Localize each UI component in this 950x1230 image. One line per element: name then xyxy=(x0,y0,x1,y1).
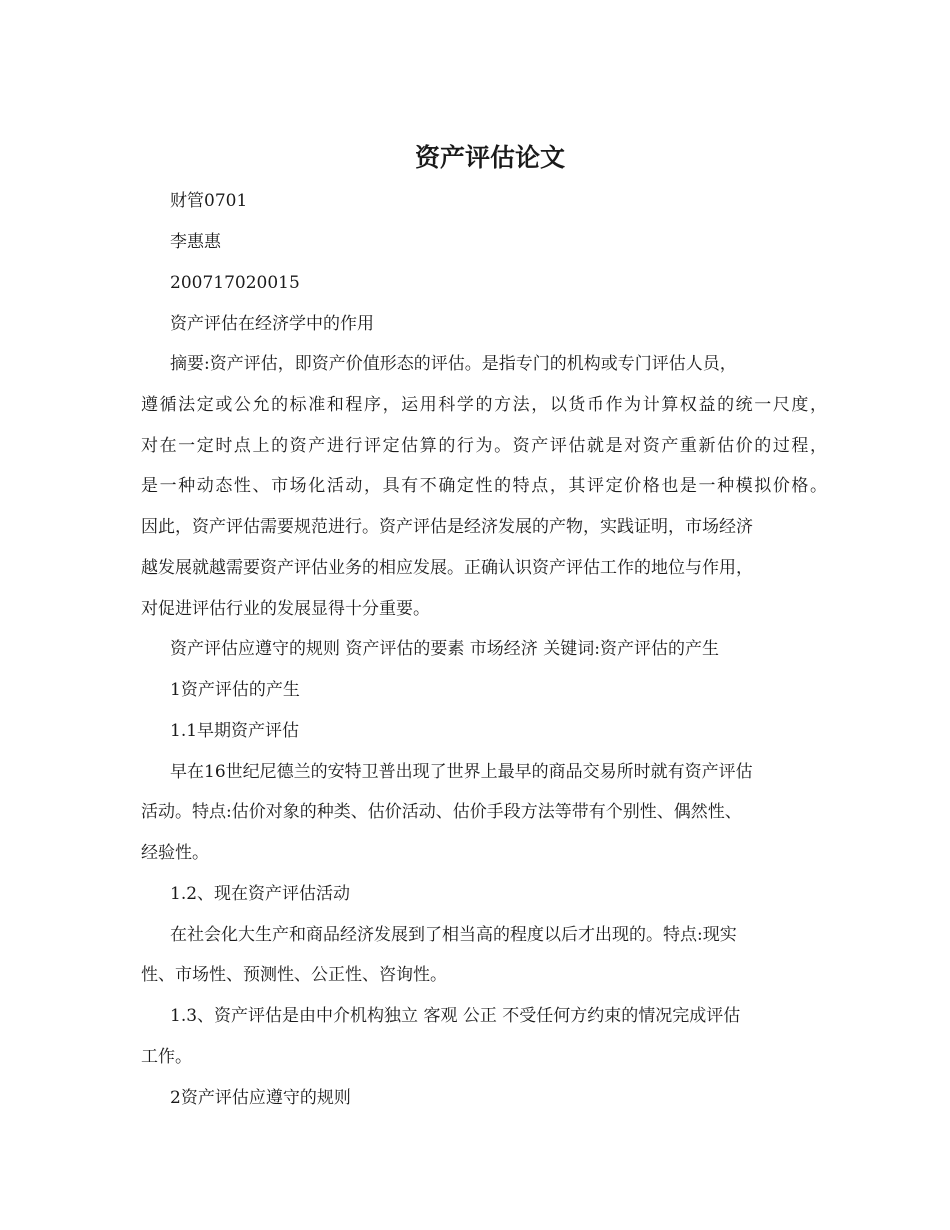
abstract-line: 因此，资产评估需要规范进行。资产评估是经济发展的产物，实践证明，市场经济 xyxy=(141,517,753,537)
body-line: 性、市场性、预测性、公正性、咨询性。 xyxy=(141,965,447,985)
author-name: 李惠惠 xyxy=(170,232,221,252)
abstract-line: 摘要:资产评估，即资产价值形态的评估。是指专门的机构或专门评估人员， xyxy=(170,354,737,374)
body-line: 1.3、资产评估是由中介机构独立 客观 公正 不受任何方约束的情况完成评估 xyxy=(170,1006,741,1026)
body-line: 早在16世纪尼德兰的安特卫普出现了世界上最早的商品交易所时就有资产评估 xyxy=(170,762,753,782)
abstract-line: 对促进评估行业的发展显得十分重要。 xyxy=(141,599,430,619)
abstract-line: 对在一定时点上的资产进行评定估算的行为。资产评估就是对资产重新估价的过程， xyxy=(141,436,827,456)
subsection-heading: 1.2、现在资产评估活动 xyxy=(170,884,351,904)
body-line: 在社会化大生产和商品经济发展到了相当高的程度以后才出现的。特点:现实 xyxy=(170,925,737,945)
abstract-line: 是一种动态性、市场化活动，具有不确定性的特点，其评定价格也是一种模拟价格。 xyxy=(141,476,827,496)
section-heading: 1资产评估的产生 xyxy=(170,680,300,700)
paper-subtitle: 资产评估在经济学中的作用 xyxy=(170,314,374,334)
abstract-line: 遵循法定或公允的标准和程序，运用科学的方法，以货币作为计算权益的统一尺度， xyxy=(141,395,827,415)
class-name: 财管0701 xyxy=(170,191,248,211)
body-line: 工作。 xyxy=(141,1047,192,1067)
abstract-line: 越发展就越需要资产评估业务的相应发展。正确认识资产评估工作的地位与作用， xyxy=(141,558,753,578)
body-line: 经验性。 xyxy=(141,843,209,863)
student-id: 200717020015 xyxy=(170,273,300,293)
subsection-heading: 1.1早期资产评估 xyxy=(170,721,300,741)
document-title: 资产评估论文 xyxy=(414,143,565,172)
body-line: 活动。特点:估价对象的种类、估价活动、估价手段方法等带有个别性、偶然性、 xyxy=(141,802,742,822)
keywords-line: 资产评估应遵守的规则 资产评估的要素 市场经济 关键词:资产评估的产生 xyxy=(170,639,719,659)
section-heading: 2资产评估应遵守的规则 xyxy=(170,1088,351,1108)
